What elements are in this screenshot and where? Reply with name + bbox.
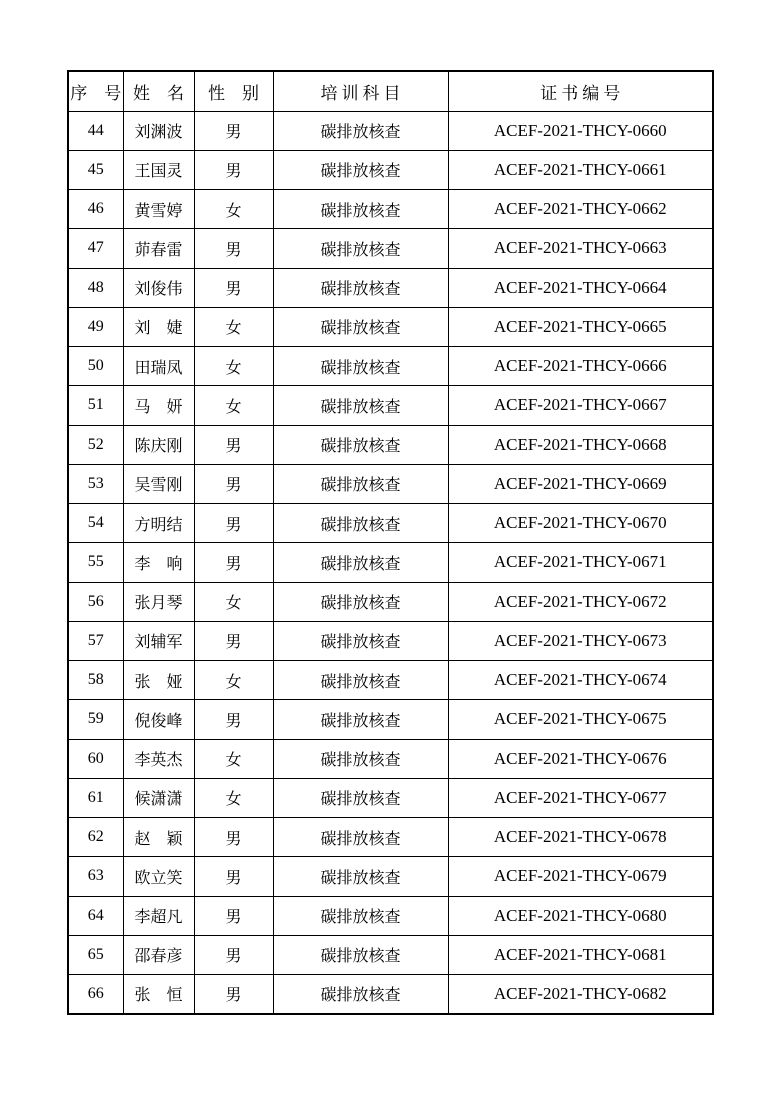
cell-subject: 碳排放核查 bbox=[273, 347, 448, 386]
cell-name: 欧立笑 bbox=[123, 857, 194, 896]
cell-subject: 碳排放核查 bbox=[273, 975, 448, 1014]
cell-subject: 碳排放核查 bbox=[273, 739, 448, 778]
cell-seq: 53 bbox=[68, 464, 123, 503]
cell-name: 倪俊峰 bbox=[123, 700, 194, 739]
table-row bbox=[68, 111, 713, 150]
cell-seq: 44 bbox=[68, 111, 123, 150]
cell-seq: 50 bbox=[68, 347, 123, 386]
cell-gender: 女 bbox=[194, 739, 273, 778]
table-row bbox=[68, 661, 713, 700]
cell-seq: 54 bbox=[68, 504, 123, 543]
cell-seq: 61 bbox=[68, 778, 123, 817]
cell-gender: 男 bbox=[194, 621, 273, 660]
cell-subject: 碳排放核查 bbox=[273, 857, 448, 896]
cell-cert: ACEF-2021-THCY-0666 bbox=[448, 347, 713, 386]
certificate-table bbox=[67, 70, 714, 1015]
cell-subject: 碳排放核查 bbox=[273, 778, 448, 817]
cell-name: 田瑞凤 bbox=[123, 347, 194, 386]
cell-name: 刘 婕 bbox=[123, 307, 194, 346]
table-row bbox=[68, 935, 713, 974]
cell-seq: 58 bbox=[68, 661, 123, 700]
cell-subject: 碳排放核查 bbox=[273, 661, 448, 700]
col-header-name: 姓 名 bbox=[123, 71, 194, 111]
table-row bbox=[68, 464, 713, 503]
cell-name: 邵春彦 bbox=[123, 935, 194, 974]
cell-seq: 56 bbox=[68, 582, 123, 621]
cell-cert: ACEF-2021-THCY-0681 bbox=[448, 935, 713, 974]
cell-cert: ACEF-2021-THCY-0673 bbox=[448, 621, 713, 660]
cell-name: 李英杰 bbox=[123, 739, 194, 778]
table-row bbox=[68, 190, 713, 229]
table-row bbox=[68, 150, 713, 189]
table-row bbox=[68, 896, 713, 935]
cell-gender: 男 bbox=[194, 818, 273, 857]
col-header-cert: 证书编号 bbox=[448, 71, 713, 111]
cell-name: 刘辅军 bbox=[123, 621, 194, 660]
cell-seq: 52 bbox=[68, 425, 123, 464]
cell-cert: ACEF-2021-THCY-0661 bbox=[448, 150, 713, 189]
cell-cert: ACEF-2021-THCY-0668 bbox=[448, 425, 713, 464]
cell-gender: 男 bbox=[194, 975, 273, 1014]
cell-subject: 碳排放核查 bbox=[273, 190, 448, 229]
cell-cert: ACEF-2021-THCY-0662 bbox=[448, 190, 713, 229]
cell-gender: 女 bbox=[194, 778, 273, 817]
cell-seq: 59 bbox=[68, 700, 123, 739]
cell-seq: 46 bbox=[68, 190, 123, 229]
cell-gender: 女 bbox=[194, 347, 273, 386]
table-row bbox=[68, 347, 713, 386]
cell-gender: 男 bbox=[194, 857, 273, 896]
cell-subject: 碳排放核查 bbox=[273, 229, 448, 268]
cell-gender: 男 bbox=[194, 268, 273, 307]
cell-subject: 碳排放核查 bbox=[273, 464, 448, 503]
cell-gender: 男 bbox=[194, 935, 273, 974]
cell-cert: ACEF-2021-THCY-0672 bbox=[448, 582, 713, 621]
cell-seq: 65 bbox=[68, 935, 123, 974]
table-body bbox=[68, 111, 713, 1014]
cell-gender: 女 bbox=[194, 582, 273, 621]
cell-subject: 碳排放核查 bbox=[273, 896, 448, 935]
cell-subject: 碳排放核查 bbox=[273, 700, 448, 739]
cell-subject: 碳排放核查 bbox=[273, 111, 448, 150]
table-row bbox=[68, 229, 713, 268]
cell-cert: ACEF-2021-THCY-0671 bbox=[448, 543, 713, 582]
cell-name: 茆春雷 bbox=[123, 229, 194, 268]
cell-name: 方明结 bbox=[123, 504, 194, 543]
cell-cert: ACEF-2021-THCY-0682 bbox=[448, 975, 713, 1014]
cell-gender: 男 bbox=[194, 543, 273, 582]
header-row bbox=[68, 71, 713, 111]
cell-cert: ACEF-2021-THCY-0664 bbox=[448, 268, 713, 307]
cell-cert: ACEF-2021-THCY-0669 bbox=[448, 464, 713, 503]
cell-cert: ACEF-2021-THCY-0670 bbox=[448, 504, 713, 543]
cell-seq: 60 bbox=[68, 739, 123, 778]
cell-cert: ACEF-2021-THCY-0677 bbox=[448, 778, 713, 817]
table-row bbox=[68, 857, 713, 896]
cell-name: 李超凡 bbox=[123, 896, 194, 935]
cell-name: 赵 颖 bbox=[123, 818, 194, 857]
table-row bbox=[68, 621, 713, 660]
cell-cert: ACEF-2021-THCY-0676 bbox=[448, 739, 713, 778]
cell-gender: 女 bbox=[194, 386, 273, 425]
cell-name: 陈庆刚 bbox=[123, 425, 194, 464]
cell-subject: 碳排放核查 bbox=[273, 621, 448, 660]
cell-subject: 碳排放核查 bbox=[273, 425, 448, 464]
cell-subject: 碳排放核查 bbox=[273, 543, 448, 582]
table-row bbox=[68, 975, 713, 1014]
cell-seq: 45 bbox=[68, 150, 123, 189]
cell-seq: 49 bbox=[68, 307, 123, 346]
cell-subject: 碳排放核查 bbox=[273, 935, 448, 974]
col-header-seq: 序 号 bbox=[68, 71, 123, 111]
cell-subject: 碳排放核查 bbox=[273, 386, 448, 425]
cell-gender: 男 bbox=[194, 464, 273, 503]
table-row bbox=[68, 739, 713, 778]
cell-gender: 男 bbox=[194, 896, 273, 935]
cell-gender: 男 bbox=[194, 150, 273, 189]
cell-subject: 碳排放核查 bbox=[273, 582, 448, 621]
cell-name: 黄雪婷 bbox=[123, 190, 194, 229]
cell-name: 刘俊伟 bbox=[123, 268, 194, 307]
cell-seq: 63 bbox=[68, 857, 123, 896]
cell-name: 张 娅 bbox=[123, 661, 194, 700]
table-row bbox=[68, 778, 713, 817]
cell-cert: ACEF-2021-THCY-0679 bbox=[448, 857, 713, 896]
table-row bbox=[68, 504, 713, 543]
cell-name: 马 妍 bbox=[123, 386, 194, 425]
cell-seq: 57 bbox=[68, 621, 123, 660]
table-row bbox=[68, 268, 713, 307]
cell-name: 刘渊波 bbox=[123, 111, 194, 150]
cell-seq: 62 bbox=[68, 818, 123, 857]
col-header-subject: 培训科目 bbox=[273, 71, 448, 111]
cell-name: 张月琴 bbox=[123, 582, 194, 621]
cell-gender: 男 bbox=[194, 700, 273, 739]
cell-gender: 男 bbox=[194, 425, 273, 464]
cell-gender: 女 bbox=[194, 190, 273, 229]
cell-subject: 碳排放核查 bbox=[273, 307, 448, 346]
cell-gender: 男 bbox=[194, 229, 273, 268]
table-row bbox=[68, 818, 713, 857]
cell-name: 王国灵 bbox=[123, 150, 194, 189]
cell-seq: 48 bbox=[68, 268, 123, 307]
table-row bbox=[68, 307, 713, 346]
cell-name: 吴雪刚 bbox=[123, 464, 194, 503]
cell-subject: 碳排放核查 bbox=[273, 268, 448, 307]
table-row bbox=[68, 700, 713, 739]
cell-gender: 女 bbox=[194, 307, 273, 346]
table-header bbox=[68, 71, 713, 111]
table-row bbox=[68, 543, 713, 582]
cell-cert: ACEF-2021-THCY-0678 bbox=[448, 818, 713, 857]
table-row bbox=[68, 386, 713, 425]
cell-seq: 64 bbox=[68, 896, 123, 935]
cell-cert: ACEF-2021-THCY-0663 bbox=[448, 229, 713, 268]
col-header-gender: 性 别 bbox=[194, 71, 273, 111]
cell-gender: 女 bbox=[194, 661, 273, 700]
cell-seq: 55 bbox=[68, 543, 123, 582]
cell-seq: 51 bbox=[68, 386, 123, 425]
cell-gender: 男 bbox=[194, 111, 273, 150]
cell-cert: ACEF-2021-THCY-0674 bbox=[448, 661, 713, 700]
cell-subject: 碳排放核查 bbox=[273, 818, 448, 857]
table-row bbox=[68, 582, 713, 621]
cell-subject: 碳排放核查 bbox=[273, 504, 448, 543]
table-row bbox=[68, 425, 713, 464]
cell-name: 候潇潇 bbox=[123, 778, 194, 817]
cell-cert: ACEF-2021-THCY-0660 bbox=[448, 111, 713, 150]
cell-gender: 男 bbox=[194, 504, 273, 543]
cell-name: 李 响 bbox=[123, 543, 194, 582]
cell-cert: ACEF-2021-THCY-0667 bbox=[448, 386, 713, 425]
cell-seq: 66 bbox=[68, 975, 123, 1014]
cell-seq: 47 bbox=[68, 229, 123, 268]
cell-name: 张 恒 bbox=[123, 975, 194, 1014]
cell-subject: 碳排放核查 bbox=[273, 150, 448, 189]
cell-cert: ACEF-2021-THCY-0665 bbox=[448, 307, 713, 346]
cell-cert: ACEF-2021-THCY-0675 bbox=[448, 700, 713, 739]
cell-cert: ACEF-2021-THCY-0680 bbox=[448, 896, 713, 935]
